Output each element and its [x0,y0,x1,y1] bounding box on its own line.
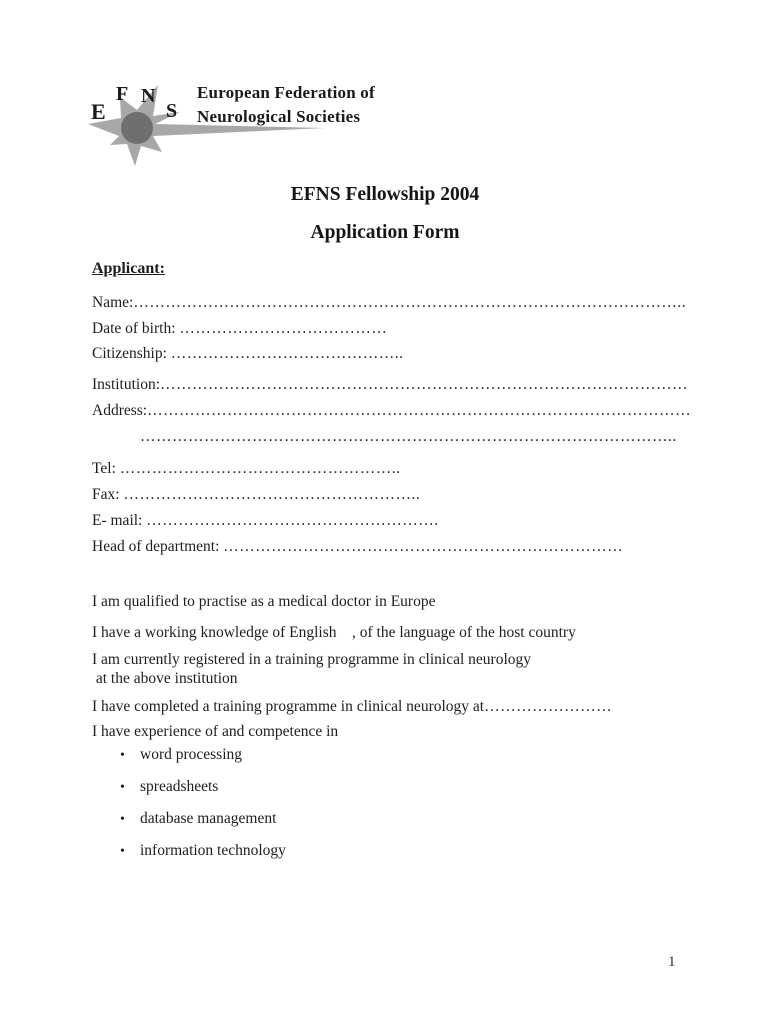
citizenship-field [92,344,692,363]
fellowship-title: EFNS Fellowship 2004 [290,184,480,205]
head-of-department-field [92,537,692,556]
org-name [197,81,375,129]
name-field [92,293,692,312]
statement-experience-text: I have experience of and competence in [92,723,339,740]
bullet-item-word-processing [92,745,692,765]
bullet-item-spreadsheets [92,777,692,797]
institution-blank-line: ……………………………………………………………………………………… [160,376,689,393]
logo-letter-e: E [91,99,106,124]
page-number: 1 [668,954,676,970]
fax-blank-line: ……………………………………………….. [123,486,421,503]
logo-letter-f: F [116,83,129,105]
org-name-line1: European Federation of [197,83,375,102]
fax-field [92,485,692,504]
bullet-icon: • [120,844,125,859]
form-content [92,259,692,861]
bullet-item-information-technology [92,841,692,861]
bullet-label-database-management: database management [140,810,277,827]
org-name-line2: Neurological Societies [197,107,361,126]
address-blank-line: ………………………………………………………………………………………… [147,402,692,419]
bullet-icon: • [120,748,125,763]
statement-language-text: I have a working knowledge of English , of the language of the host country [92,624,576,641]
address-field-line2 [140,427,692,446]
institution-label: Institution: [92,376,161,393]
address-field [92,401,692,420]
name-label: Name: [92,294,134,311]
head-of-department-blank-line: ………………………………………………………………… [223,538,624,555]
citizenship-blank-line: …………………………………….. [170,345,404,362]
tel-label: Tel: [92,460,120,477]
head-of-department-label: Head of department: [92,538,224,555]
statement-experience [92,722,692,741]
statement-qualified [92,592,692,611]
bullet-icon: • [120,780,125,795]
bullet-item-database-management [92,809,692,829]
date-of-birth-label: Date of birth: [92,320,180,337]
citizenship-label: Citizenship: [92,345,171,362]
date-of-birth-field [92,319,692,338]
tel-field [92,459,692,478]
name-blank-line: ………………………………………………………………………………………….. [133,294,687,311]
statement-registered [92,650,692,669]
statement-registered-text: I am currently registered in a training programme in clinical neurology [92,651,532,668]
email-field [92,511,692,530]
fax-label: Fax: [92,486,124,503]
statement-completed [92,697,692,716]
statement-completed-text: I have completed a training programme in clinical neurology at [92,698,485,715]
neuron-nucleus [121,112,153,144]
statement-language [92,623,692,642]
statement-qualified-text: I am qualified to practise as a medical doctor in Europe [92,593,436,610]
bullet-label-information-technology: information technology [140,842,286,859]
date-of-birth-blank-line: ………………………………… [179,320,388,337]
applicant-heading: Applicant: [92,260,165,277]
application-form-title: Application Form [310,222,460,243]
bullet-label-spreadsheets: spreadsheets [140,778,219,795]
statement-above-institution-text: at the above institution [92,670,238,687]
tel-blank-line: …………………………………………….. [119,460,401,477]
bullet-label-word-processing: word processing [140,746,243,763]
email-label: E- mail: [92,512,147,529]
institution-field [92,375,692,394]
email-blank-line: ………………………………………………. [146,512,439,529]
statement-above-institution [92,669,692,688]
bullet-icon: • [120,812,125,827]
address2-blank-line: ……………………………………………………………………………………….. [140,428,677,445]
statement-completed-blank-line: …………………… [484,698,613,715]
logo-letter-n: N [141,85,156,107]
logo-letter-s: S [166,100,178,122]
address-label: Address: [92,402,148,419]
